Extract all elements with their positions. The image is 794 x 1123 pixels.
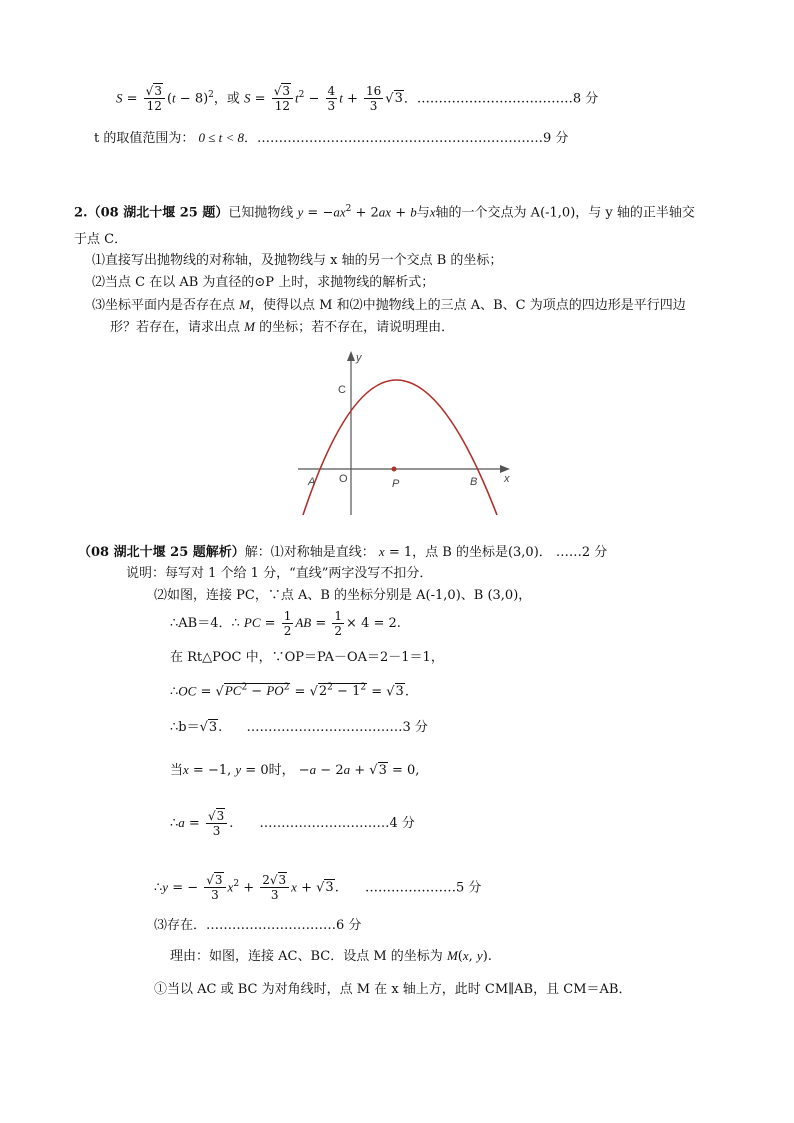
solution-pc-line: ∴AB＝4．∴ PC = $\frac{1}{2}$ AB = $\frac{1}{2}$ × 4 = 2. (170, 609, 401, 638)
solution-case-1: ①当以 AC 或 BC 为对角线时，点 M 在 x 轴上方，此时 CM∥AB，且 CM＝AB． (154, 982, 632, 997)
solution-step-2: ⑵如图，连接 PC，∵点 A、B 的坐标分别是 A(-1,0)、B (3,0)， (154, 588, 532, 603)
solution-sub-line: 当x = −1, y = 0时， −a − 2a + √3 = 0, (170, 762, 420, 778)
problem-stem-cont: 于点 C． (74, 232, 128, 247)
solution-reason-line: 理由：如图，连接 AC、BC．设点 M 的坐标为 M(x, y). (170, 948, 492, 964)
question-1: ⑴直接写出抛物线的对称轴，及抛物线与 x 轴的另一个交点 B 的坐标； (92, 253, 503, 268)
question-3: ⑶坐标平面内是否存在点 M，使得以点 M 和⑵中抛物线上的三点 A、B、C 为项点的四边形是平行四边 (92, 297, 686, 313)
range-tail: ．…………………………………………………………9 分 (244, 131, 569, 146)
range-line (94, 128, 568, 149)
problem-stem: 2.（08 湖北十堰 25 题）已知抛物线 $y = -ax^2 + 2ax + b$与x轴的一个交点为 A(-1,0)，与 y 轴的正半轴交 (74, 204, 695, 221)
solution-oc-line: ∴OC = $√PC^2 - PO^2 = √2^2 - 1^2 = √3$. (170, 683, 409, 700)
range-expr: 0 ≤ t < 8 (198, 130, 245, 145)
solution-header: （08 湖北十堰 25 题解析）解：⑴对称轴是直线： x = 1，点 B 的坐标是(3,0)． ……2 分 (78, 544, 608, 560)
solution-rt-line: 在 Rt△POC 中，∵OP＝PA－OA＝2－1＝1， (170, 650, 444, 665)
solution-a-line: ∴a = $\frac{√3}{3}$ . …………………………4 分 (170, 809, 415, 838)
origin-label: O (339, 473, 348, 485)
question-3-cont: 形？若存在，请求出点 M 的坐标；若不存在，请说明理由． (110, 319, 455, 335)
point-a-label: A (308, 476, 316, 488)
area-formula-line: S = $\frac{√3}{12}$ $(t - 8)^2$，或 S = $\frac{√3}{12}$ $t^2$ − $\frac{4}{3}$ t + $\frac{16}{3}$ √3．………………………………8 分 (116, 84, 599, 114)
solution-b-line: ∴b＝√3. ………………………………3 分 (170, 720, 428, 735)
parabola-curve (303, 380, 497, 515)
point-p-label: P (392, 478, 400, 490)
y-axis-label: y (356, 352, 362, 364)
solution-step-3: ⑶存在．…………………………6 分 (154, 918, 362, 933)
y-axis (347, 351, 355, 515)
formula-tail: ．………………………………8 分 (403, 91, 599, 107)
parabola-figure (288, 345, 518, 517)
solution-result-line: ∴y = − $\frac{√3}{3}$ $x^2$ + $\frac{2√3}{3}$ x + √3. …………………5 分 (154, 873, 482, 903)
problem-number: 2.（08 湖北十堰 25 题） (74, 205, 229, 221)
scoring-note: 说明：每写对 1 个给 1 分，“直线”两字没写不扣分． (126, 566, 433, 581)
center-point-p (392, 467, 397, 472)
solution-title: （08 湖北十堰 25 题解析） (78, 545, 245, 560)
question-2: ⑵当点 C 在以 AB 为直径的⊙P 上时，求抛物线的解析式； (92, 275, 435, 290)
point-b-label: B (470, 476, 478, 488)
x-axis-label: x (504, 473, 510, 485)
point-c-label: C (338, 384, 346, 396)
range-text: t 的取值范围为： (94, 131, 195, 146)
